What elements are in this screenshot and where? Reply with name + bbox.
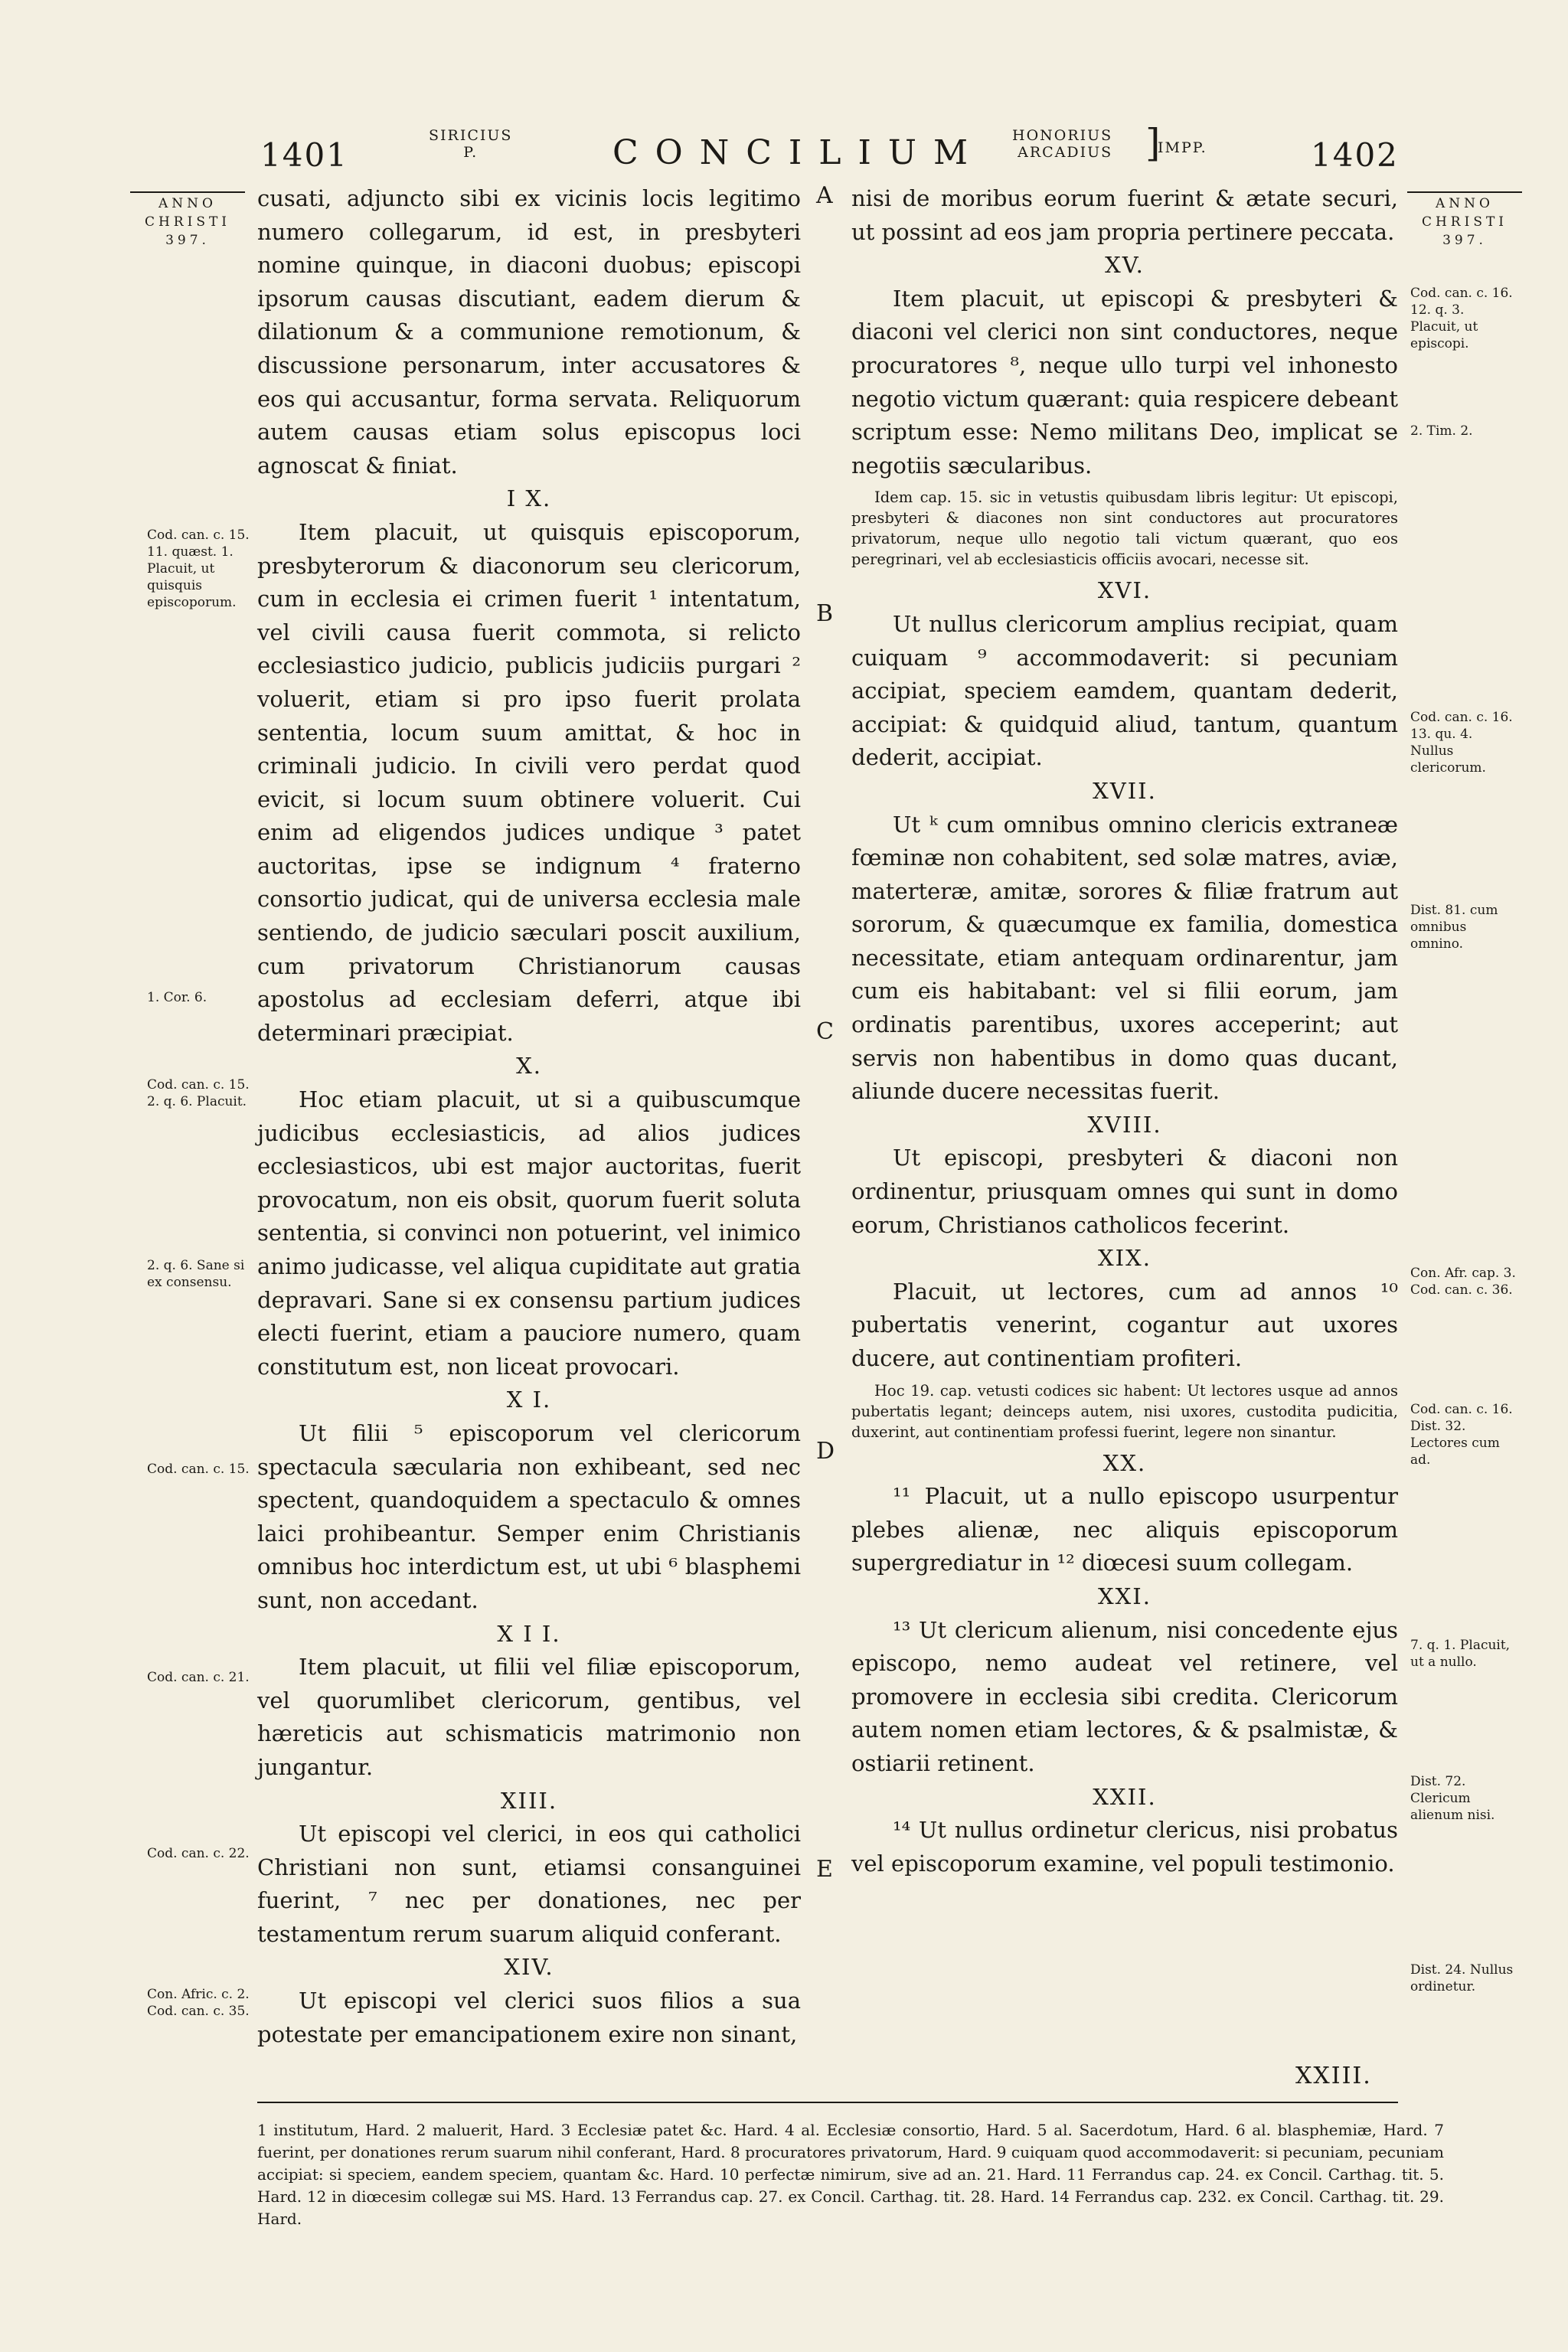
catchword: XXIII.	[1295, 2063, 1372, 2089]
paragraph: nisi de moribus eorum fuerint & ætate securi, ut possint ad eos jam propria pertinere peccata.	[851, 185, 1398, 245]
divider	[130, 191, 245, 193]
emperors-suffix: IMPP.	[1158, 139, 1207, 156]
right-margin	[1407, 191, 1537, 250]
footnotes: 1 institutum, Hard. 2 maluerit, Hard. 3 Ecclesiæ patet &c. Hard. 4 al. Ecclesiæ consortio, Hard. 5 al. Sacerdotum, Hard. 6 al. blasphemiæ, Hard. 7 fuerint, per donationes rerum suarum nihil conferant, Hard. 8 procuratores privatorum, Hard. 9 cuiquam quod accommodaverit: si pecuniam, pecuniam accipiat: si speciem, eandem speciem, quantam &c. Hard. 10 perfectæ nimirum, sive ad an. 21. Hard. 11 Ferrandus cap. 24. ex Concil. Carthag. tit. 5. Hard. 12 in diœcesim collegæ sui MS. Hard. 13 Ferrandus cap. 27. ex Concil. Carthag. tit. 28. Hard. 14 Ferrandus cap. 232. ex Concil. Carthag. tit. 29. Hard.	[257, 2121, 1444, 2228]
page-number-left: 1401	[260, 136, 348, 174]
pope-label: SIRICIUS P.	[429, 127, 513, 161]
section-heading: XX.	[1102, 1449, 1147, 1476]
section-heading: I X.	[506, 485, 552, 512]
section-heading: XVII.	[1093, 777, 1157, 804]
editorial-note: Idem cap. 15. sic in vetustis quibusdam libris legitur: Ut episcopi, presbyteri & diacones non sint conductores aut procuratores privatorum, neque ullo negotio tali victum quærant, quo eos peregrinari, vel ab ecclesiasticis officiis avocari, necesse sit.	[851, 488, 1398, 569]
section-heading: X.	[516, 1053, 542, 1080]
side-letter: A	[816, 182, 833, 209]
right-column	[851, 182, 1398, 1880]
margin-note: 7. q. 1. Placuit, ut a nullo.	[1410, 1638, 1511, 1670]
margin-note: Dist. 72. Clericum alienum nisi.	[1410, 1774, 1495, 1823]
margin-note: 2. q. 6. Sane si ex consensu.	[147, 1258, 245, 1290]
page-title: CONCILIUM	[612, 133, 985, 172]
margin-note: Cod. can. c. 21.	[147, 1670, 250, 1685]
paragraph: Item placuit, ut filii vel filiæ episcoporum, vel quorumlibet clericorum, gentibus, vel hæreticis aut schismaticis matrimonio non jungantur.	[257, 1654, 801, 1780]
section-heading: XIX.	[1098, 1245, 1152, 1272]
paragraph: Hoc etiam placuit, ut si a quibuscumque judicibus ecclesiasticis, ad alios judices ecclesiasticos, ubi est major auctoritas, fuerit provocatum, non eis obsit, quorum fuerit soluta sententia, si convinci non potuerint, vel inimico animo judicasse, vel aliqua cupiditate aut gratia depravari. Sane si ex consensu partium judices electi fuerint, etiam a pauciore numero, quam constitutum est, non liceat provocari.	[257, 1086, 801, 1380]
side-letter: E	[816, 1856, 833, 1883]
paragraph: Ut episcopi vel clerici, in eos qui catholici Christiani non sunt, etiamsi consanguinei fuerint, ⁷ nec per donationes, nec per testamentum rerum suarum aliquid conferant.	[257, 1821, 801, 1947]
paragraph: Item placuit, ut episcopi & presbyteri & diaconi vel clerici non sint conductores, neque procuratores ⁸, neque ullo turpi vel inhonesto negotio victum quærant: quia respicere debeant scriptum esse: Nemo militans Deo, implicat se negotiis sæcularibus.	[851, 285, 1398, 479]
emperors-label: HONORIUS ARCADIUS	[1012, 127, 1113, 161]
anno-label: ANNO CHRISTI 397.	[1421, 196, 1508, 248]
paragraph: Item placuit, ut quisquis episcoporum, presbyterorum & diaconorum seu clericorum, cum in ecclesia ei crimen fuerit ¹ intentatum, vel civili causa fuerit commota, si relicto ecclesiastico judicio, publicis judiciis purgari ² voluerit, etiam si pro ipso fuerit prolata sententia, locum suum amittat, & hoc in criminali judicio. In civili vero perdat quod evicit, si locum suum obtinere voluerit. Cui enim ad eligendos judices undique ³ patet auctoritas, ipse se indignum ⁴ fraterno consortio judicat, qui de universa ecclesia male sentiendo, de judicio sæculari poscit auxilium, cum privatorum Christianorum causas apostolus ad ecclesiam deferri, atque ibi determinari præcipiat.	[257, 518, 801, 1046]
margin-note: Cod. can. c. 16. 13. qu. 4. Nullus clericorum.	[1410, 710, 1513, 776]
section-heading: XXI.	[1098, 1583, 1152, 1609]
section-heading: X I.	[506, 1387, 552, 1413]
section-heading: XVI.	[1097, 577, 1152, 604]
margin-note: Cod. can. c. 15.	[147, 1462, 250, 1477]
paragraph: Ut nullus clericorum amplius recipiat, quam cuiquam ⁹ accommodaverit: si pecuniam accipiat, speciem eamdem, quantam dederit, accipiat: & quidquid aliud, tantum, quantum dederit, accipiat.	[851, 610, 1398, 771]
margin-note: Cod. can. c. 22.	[147, 1846, 250, 1861]
margin-note: 1. Cor. 6.	[147, 990, 207, 1005]
paragraph: Ut episcopi vel clerici suos filios a sua potestate per emancipationem exire non sinant,	[257, 1988, 801, 2047]
paragraph: cusati, adjuncto sibi ex vicinis locis legitimo numero collegarum, id est, in presbyteri nomine quinque, in diaconi duobus; episcopi ipsorum causas discutiant, eadem dierum & dilationum & a communione remotionum, & discussione personarum, inter accusatores & eos qui accusantur, forma servata. Reliquorum autem causas etiam solus episcopus loci agnoscat & finiat.	[257, 185, 801, 479]
paragraph: Ut ᵏ cum omnibus omnino clericis extraneæ fœminæ non cohabitent, sed solæ matres, aviæ, materteræ, amitæ, sorores & filiæ fratrum aut sororum, & quæcumque ex familia, domestica necessitate, etiam antequam ordinarentur, jam cum eis habitabant: vel si filii eorum, jam ordinatis parentibus, uxores acceperint; aut servis non habentibus in domo quas ducant, aliunde ducere necessitas fuerit.	[851, 811, 1398, 1105]
left-column	[257, 182, 801, 2051]
margin-note: Con. Afr. cap. 3. Cod. can. c. 36.	[1410, 1266, 1516, 1298]
margin-note: Con. Afric. c. 2. Cod. can. c. 35.	[147, 1987, 250, 2019]
paragraph: ¹³ Ut clericum alienum, nisi concedente ejus episcopo, nemo audeat vel retinere, vel promovere in ecclesia sibi credita. Clericorum autem nomen etiam lectores, & & psalmistæ, & ostiarii retinent.	[851, 1616, 1398, 1776]
side-letter: D	[816, 1438, 835, 1465]
anno-label: ANNO CHRISTI 397.	[144, 196, 231, 248]
margin-note: Cod. can. c. 16. 12. q. 3. Placuit, ut episcopi.	[1410, 286, 1513, 351]
divider	[1407, 191, 1522, 193]
margin-note: Cod. can. c. 15. 11. quæst. 1. Placuit, ut quisquis episcoporum.	[147, 528, 250, 610]
section-heading: XV.	[1105, 252, 1145, 279]
bracket-glyph: ]	[1145, 121, 1161, 165]
left-margin	[130, 191, 245, 250]
running-header	[0, 122, 1568, 176]
section-heading: XXII.	[1093, 1783, 1157, 1810]
paragraph: ¹⁴ Ut nullus ordinetur clericus, nisi probatus vel episcoporum examine, vel populi testimonio.	[851, 1817, 1398, 1877]
section-heading: XIV.	[504, 1954, 554, 1981]
editorial-note: Hoc 19. cap. vetusti codices sic habent: Ut lectores usque ad annos pubertatis legant; deinceps autem, nisi uxores, custodita pudicitia, duxerint, aut continentiam professi fuerint, legere non sinantur.	[851, 1381, 1398, 1441]
side-letter: B	[816, 600, 834, 627]
page-number-right: 1402	[1311, 136, 1399, 174]
section-heading: XIII.	[500, 1787, 558, 1814]
margin-note: 2. Tim. 2.	[1410, 423, 1473, 439]
section-heading: X I I.	[497, 1620, 561, 1647]
margin-note: Cod. can. c. 15. 2. q. 6. Placuit.	[147, 1077, 250, 1109]
margin-note: Dist. 24. Nullus ordinetur.	[1410, 1962, 1514, 1994]
paragraph: Ut episcopi, presbyteri & diaconi non ordinentur, priusquam omnes qui sunt in domo eorum, Christianos catholicos fecerint.	[851, 1145, 1398, 1238]
paragraph: ¹¹ Placuit, ut a nullo episcopo usurpentur plebes alienæ, nec aliquis episcoporum supergrediatur in ¹² diœcesi suum collegam.	[851, 1483, 1398, 1576]
paragraph: Ut filii ⁵ episcoporum vel clericorum spectacula sæcularia non exhibeant, sed nec spectent, quandoquidem a spectaculo & omnes laici prohibeantur. Semper enim Christianis omnibus hoc interdictum est, ut ubi ⁶ blasphemi sunt, non accedant.	[257, 1419, 801, 1613]
paragraph: Placuit, ut lectores, cum ad annos ¹⁰ pubertatis venerint, cogantur aut uxores ducere, aut continentiam profiteri.	[851, 1278, 1398, 1371]
divider	[257, 2102, 1398, 2103]
section-heading: XVIII.	[1087, 1111, 1162, 1138]
margin-note: Cod. can. c. 16. Dist. 32. Lectores cum ad.	[1410, 1402, 1513, 1468]
side-letter: C	[816, 1018, 834, 1045]
margin-note: Dist. 81. cum omnibus omnino.	[1410, 903, 1498, 952]
